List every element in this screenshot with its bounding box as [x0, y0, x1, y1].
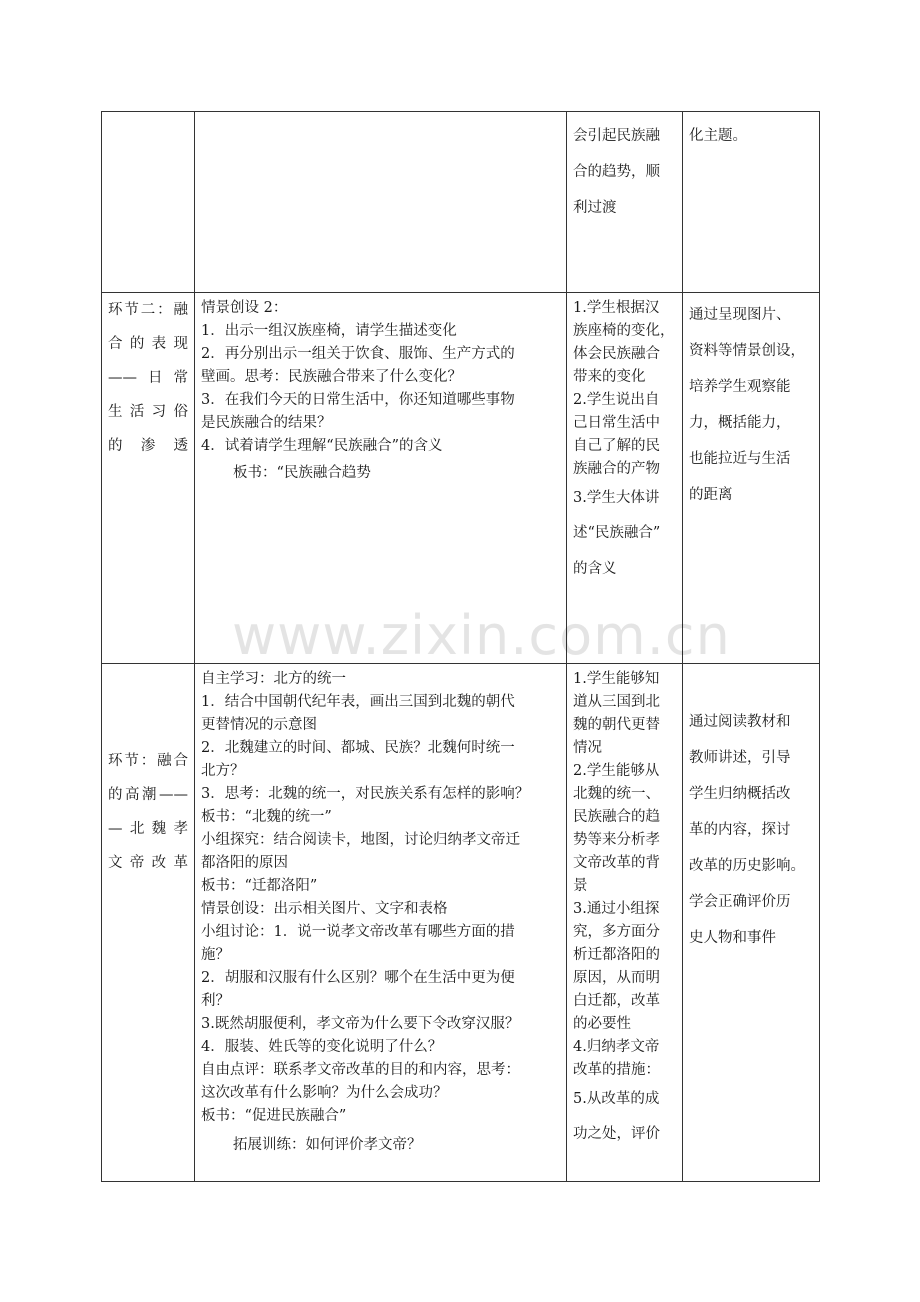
stage-title-line: 的渗透 [108, 438, 188, 454]
student-activity-cell [567, 112, 683, 293]
text-line: 的必要性 [573, 1016, 631, 1032]
text-line: 也能拉近与生活 [689, 451, 791, 467]
text-line: 1.学生能够知 [573, 671, 660, 687]
text-line: 合的趋势，顺 [573, 164, 660, 180]
text-line: 的含义 [573, 561, 617, 577]
text-line: 的距离 [689, 487, 733, 503]
text-line: 1.学生根据汉 [573, 300, 660, 316]
text-line: 2．再分别出示一组关于饮食、服饰、生产方式的 [201, 346, 515, 362]
text-line: 3.学生大体讲 [573, 490, 660, 506]
text-line: 革的内容，探讨 [689, 822, 791, 838]
stage-title-line: —北魏孝 [108, 821, 188, 837]
text-line: 势等来分析孝 [573, 832, 660, 848]
text-line: 利过渡 [573, 200, 617, 216]
text-line: 3.通过小组探 [573, 901, 660, 917]
text-line: 4.归纳孝文帝 [573, 1039, 660, 1055]
design-intent-cell [683, 664, 820, 1182]
text-line: 小组讨论：1．说一说孝文帝改革有哪些方面的措 [201, 924, 515, 940]
text-line: 3．思考：北魏的统一，对民族关系有怎样的影响？ [201, 786, 530, 802]
student-activity-cell [567, 293, 683, 664]
text-line: 拓展训练：如何评价孝文帝？ [233, 1137, 422, 1153]
text-line: 改革的历史影响。 [689, 858, 805, 874]
stage-title-line: 环节：融合 [108, 753, 188, 769]
text-line: 原因，从而明 [573, 970, 660, 986]
text-line: 更替情况的示意图 [201, 717, 317, 733]
text-line: 2．北魏建立的时间、都城、民族？北魏何时统一 [201, 740, 515, 756]
text-line: 述“民族融合” [573, 525, 661, 541]
text-line: 资料等情景创设， [689, 343, 805, 359]
text-line: 体会民族融合 [573, 346, 660, 362]
text-line: 白迁都，改革 [573, 993, 660, 1009]
text-line: 是民族融合的结果？ [201, 415, 332, 431]
text-line: 情景创设 2： [201, 300, 288, 316]
text-line: 文帝改革的背 [573, 855, 660, 871]
text-line: 2．胡服和汉服有什么区别？哪个在生活中更为便 [201, 970, 515, 986]
text-line: 族融合的产物 [573, 461, 660, 477]
text-line: 通过阅读教材和 [689, 714, 791, 730]
text-line: 这次改革有什么影响？为什么会成功？ [201, 1085, 448, 1101]
table-row [102, 293, 820, 664]
text-line: 功之处，评价 [573, 1126, 660, 1142]
text-line: 4．服装、姓氏等的变化说明了什么？ [201, 1039, 443, 1055]
teacher-activity-cell [195, 112, 567, 293]
text-line: 情景创设：出示相关图片、文字和表格 [201, 901, 448, 917]
text-line: 道从三国到北 [573, 694, 660, 710]
text-line: 利？ [201, 993, 230, 1009]
text-line: 族座椅的变化， [573, 323, 675, 339]
text-line: 民族融合的趋 [573, 809, 660, 825]
text-line: 化主题。 [689, 128, 747, 144]
text-line: 学生归纳概括改 [689, 786, 791, 802]
text-line: 2.学生能够从 [573, 763, 660, 779]
table-row [102, 664, 820, 1182]
stage-cell [102, 112, 195, 293]
text-line: 究，多方面分 [573, 924, 660, 940]
text-line: 3．在我们今天的日常生活中，你还知道哪些事物 [201, 392, 515, 408]
text-line: 魏的朝代更替 [573, 717, 660, 733]
text-line: 己日常生活中 [573, 415, 660, 431]
board-note-line: 板书：“民族融合趋势 [233, 465, 371, 481]
text-line: 自主学习：北方的统一 [201, 671, 346, 687]
teacher-activity-cell [195, 664, 567, 1182]
stage-cell [102, 664, 195, 1182]
text-line: 5.从改革的成 [573, 1091, 660, 1107]
text-line: 都洛阳的原因 [201, 855, 288, 871]
text-line: 带来的变化 [573, 369, 646, 385]
text-line: 2.学生说出自 [573, 392, 660, 408]
text-line: 1．出示一组汉族座椅，请学生描述变化 [201, 323, 457, 339]
text-line: 1．结合中国朝代纪年表，画出三国到北魏的朝代 [201, 694, 515, 710]
text-line: 情况 [573, 740, 602, 756]
lesson-plan-table [101, 111, 820, 1182]
text-line: 学会正确评价历 [689, 894, 791, 910]
text-line: 自己了解的民 [573, 438, 660, 454]
board-note-line: 板书：“迁都洛阳” [201, 878, 318, 894]
text-line: 会引起民族融 [573, 128, 660, 144]
text-line: 自由点评：联系孝文帝改革的目的和内容，思考： [201, 1062, 520, 1078]
stage-cell [102, 293, 195, 664]
text-line: 3.既然胡服便利，孝文帝为什么要下令改穿汉服？ [201, 1016, 520, 1032]
text-line: 析迁都洛阳的 [573, 947, 660, 963]
design-intent-cell [683, 293, 820, 664]
stage-title-line: 的高潮—— [108, 787, 188, 803]
text-line: 壁画。思考：民族融合带来了什么变化？ [201, 369, 462, 385]
table-row [102, 112, 820, 293]
stage-title-line: 合的表现 [108, 336, 188, 352]
stage-title-line: 生活习俗 [108, 404, 188, 420]
stage-title-line: 环节二：融 [108, 302, 188, 318]
text-line: 施？ [201, 947, 230, 963]
text-line: 通过呈现图片、 [689, 307, 791, 323]
text-line: 北方？ [201, 763, 245, 779]
stage-title-line: ——日常 [108, 370, 188, 386]
text-line: 教师讲述，引导 [689, 750, 791, 766]
text-line: 改革的措施： [573, 1062, 660, 1078]
text-line: 北魏的统一、 [573, 786, 660, 802]
text-line: 4．试着请学生理解“民族融合”的含义 [201, 438, 443, 454]
board-note-line: 板书：“北魏的统一” [201, 809, 332, 825]
teacher-activity-cell [195, 293, 567, 664]
board-note-line: 板书：“促进民族融合” [201, 1108, 347, 1124]
text-line: 景 [573, 878, 588, 894]
text-line: 史人物和事件 [689, 930, 776, 946]
text-line: 培养学生观察能 [689, 379, 791, 395]
watermark: www.zixin.com.cn [232, 604, 731, 667]
design-intent-cell [683, 112, 820, 293]
student-activity-cell [567, 664, 683, 1182]
stage-title-line: 文帝改革 [108, 855, 188, 871]
text-line: 小组探究：结合阅读卡，地图，讨论归纳孝文帝迁 [201, 832, 520, 848]
text-line: 力，概括能力， [689, 415, 791, 431]
